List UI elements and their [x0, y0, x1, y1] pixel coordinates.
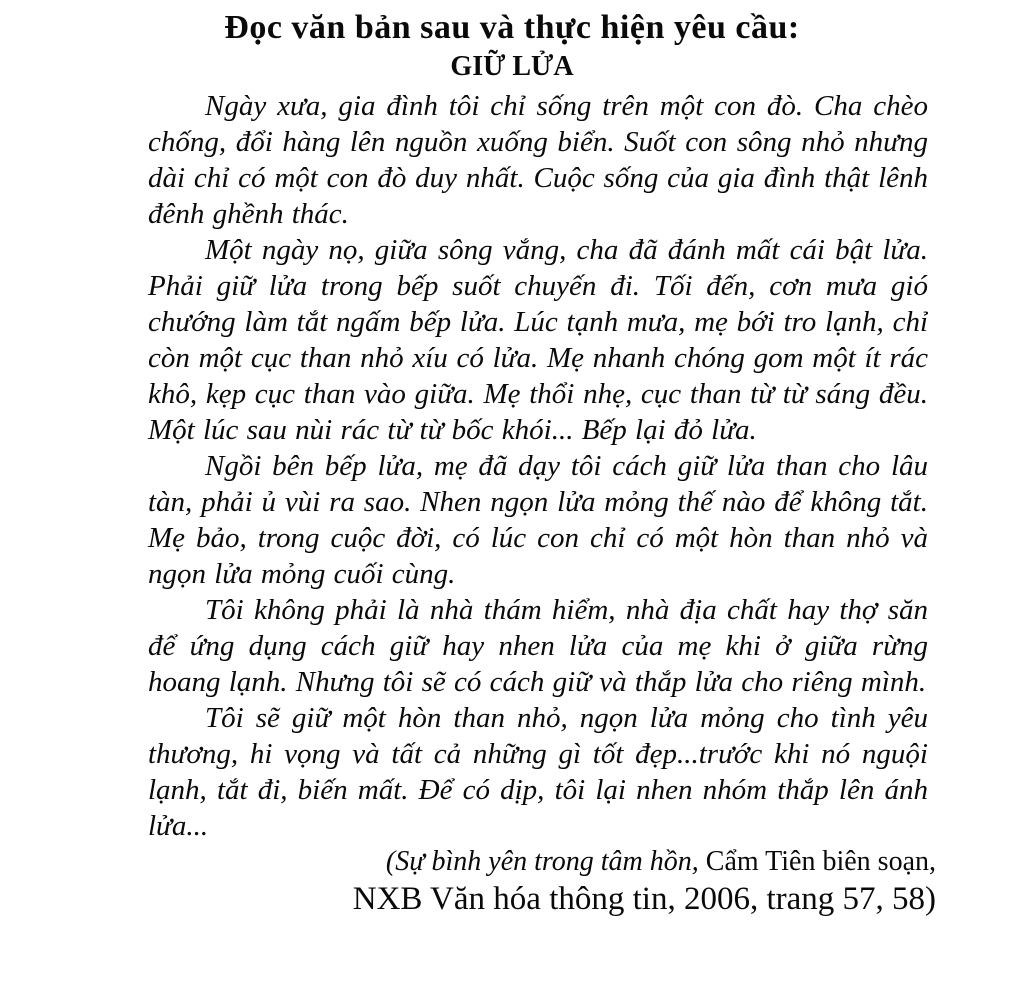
- passage-title: GIỮ LỬA: [450, 51, 574, 82]
- header-instruction: Đọc văn bản sau và thực hiện yêu cầu:: [224, 9, 800, 46]
- passage-body: [148, 88, 928, 844]
- citation-editor: Cẩm Tiên biên soạn,: [698, 846, 936, 877]
- citation-source-title: (Sự bình yên trong tâm hồn,: [385, 846, 699, 877]
- body-paragraph-5: Tôi sẽ giữ một hòn than nhỏ, ngọn lửa mỏng cho tình yêu thương, hi vọng và tất cả những gì tốt đẹp...trước khi nó nguội lạnh, tắt đi, biến mất. Để có dịp, tôi lại nhen nhóm thắp lên ánh lửa...: [148, 702, 928, 842]
- citation-line-1: [148, 844, 936, 879]
- body-paragraph-1: Ngày xưa, gia đình tôi chỉ sống trên một con đò. Cha chèo chống, đổi hàng lên nguồn xuống biển. Suốt con sông nhỏ nhưng dài chỉ có một con đò duy nhất. Cuộc sống của gia đình thật lênh đênh ghềnh thác.: [148, 90, 928, 230]
- body-paragraph-4: Tôi không phải là nhà thám hiểm, nhà địa chất hay thợ săn để ứng dụng cách giữ hay nhen lửa của mẹ khi ở giữa rừng hoang lạnh. Nhưng tôi sẽ có cách giữ và thắp lửa cho riêng mình.: [148, 594, 928, 698]
- citation-publisher: NXB Văn hóa thông tin, 2006, trang 57, 58): [352, 881, 936, 917]
- body-paragraph-2: Một ngày nọ, giữa sông vắng, cha đã đánh mất cái bật lửa. Phải giữ lửa trong bếp suốt chuyến đi. Tối đến, cơn mưa gió chướng làm tắt ngấm bếp lửa. Lúc tạnh mưa, mẹ bới tro lạnh, chỉ còn một cục than nhỏ xíu có lửa. Mẹ nhanh chóng gom một ít rác khô, kẹp cục than vào giữa. Mẹ thổi nhẹ, cục than từ từ sáng đều. Một lúc sau nùi rác từ từ bốc khói... Bếp lại đỏ lửa.: [148, 234, 928, 446]
- citation: [148, 844, 936, 919]
- body-paragraph-3: Ngồi bên bếp lửa, mẹ đã dạy tôi cách giữ lửa than cho lâu tàn, phải ủ vùi ra sao. Nhen ngọn lửa mỏng thế nào để không tắt. Mẹ bảo, trong cuộc đời, có lúc con chỉ có một hòn than nhỏ và ngọn lửa mỏng cuối cùng.: [148, 450, 928, 590]
